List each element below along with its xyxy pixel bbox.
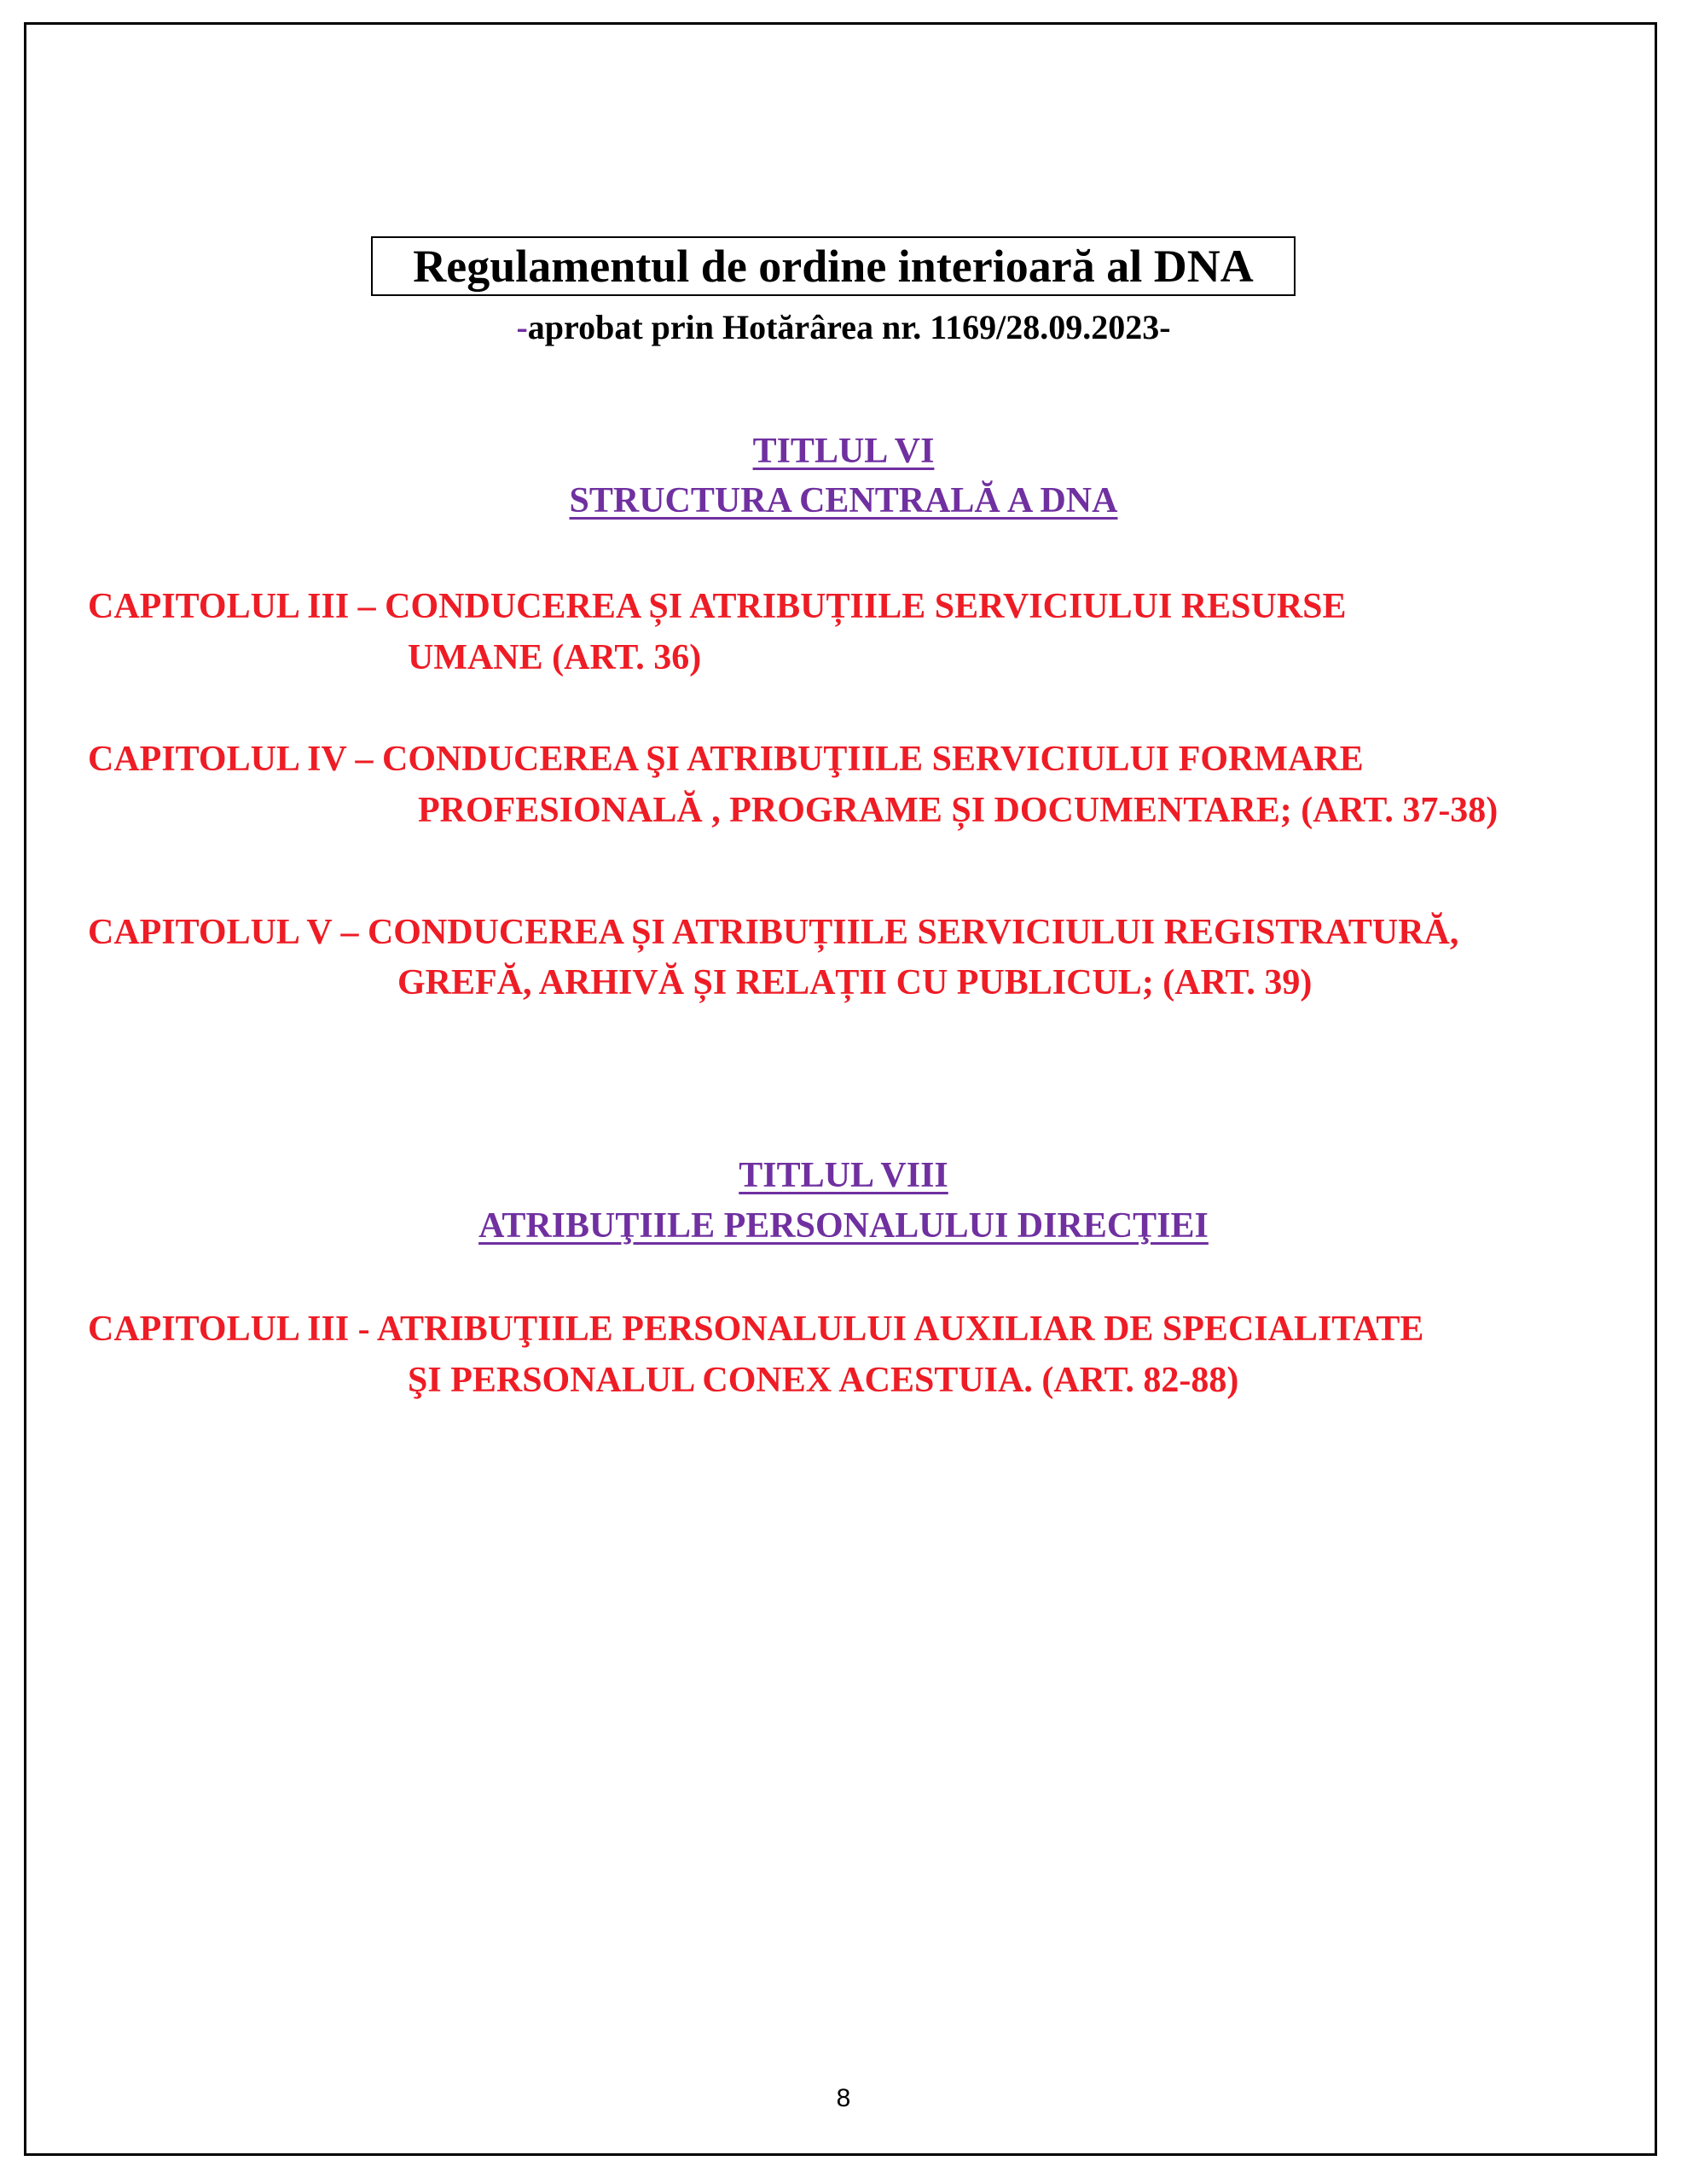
document-title-text: Regulamentul de ordine interioară al DNA [413,241,1254,292]
capitol-iv-line1: CAPITOLUL IV – CONDUCEREA ŞI ATRIBUŢIILE SERVICIULUI FORMARE [88,740,1364,779]
capitol-iii-line1: CAPITOLUL III – CONDUCEREA ȘI ATRIBUȚIILE SERVICIULUI RESURSE [88,587,1347,626]
capitol-iii-titlu-viii-line2: ŞI PERSONALUL CONEX ACESTUIA. (ART. 82-88) [408,1361,1239,1400]
titlu-viii-label: TITLUL VIII [739,1156,948,1195]
titlu-viii-name: ATRIBUŢIILE PERSONALULUI DIRECŢIEI [478,1206,1209,1246]
document-subtitle [0,307,1687,347]
capitol-v-line2: GREFĂ, ARHIVĂ ȘI RELAȚII CU PUBLICUL; (ART. 39) [397,963,1313,1002]
page-number: 8 [836,2084,851,2112]
capitol-v-line1: CAPITOLUL V – CONDUCEREA ȘI ATRIBUȚIILE SERVICIULUI REGISTRATURĂ, [88,913,1459,952]
titlu-vi-name: STRUCTURA CENTRALĂ A DNA [569,481,1118,520]
capitol-iv-line2: PROFESIONALĂ , PROGRAME ȘI DOCUMENTARE; (ART. 37-38) [418,791,1499,830]
document-title [371,236,1296,296]
subtitle-text: aprobat prin Hotărârea nr. 1169/28.09.2023- [527,308,1171,346]
subtitle-dash: - [516,308,528,346]
capitol-iii-line2: UMANE (ART. 36) [408,638,702,677]
titlu-vi-label: TITLUL VI [752,432,935,471]
capitol-iii-titlu-viii-line1: CAPITOLUL III - ATRIBUŢIILE PERSONALULUI AUXILIAR DE SPECIALITATE [88,1310,1424,1349]
